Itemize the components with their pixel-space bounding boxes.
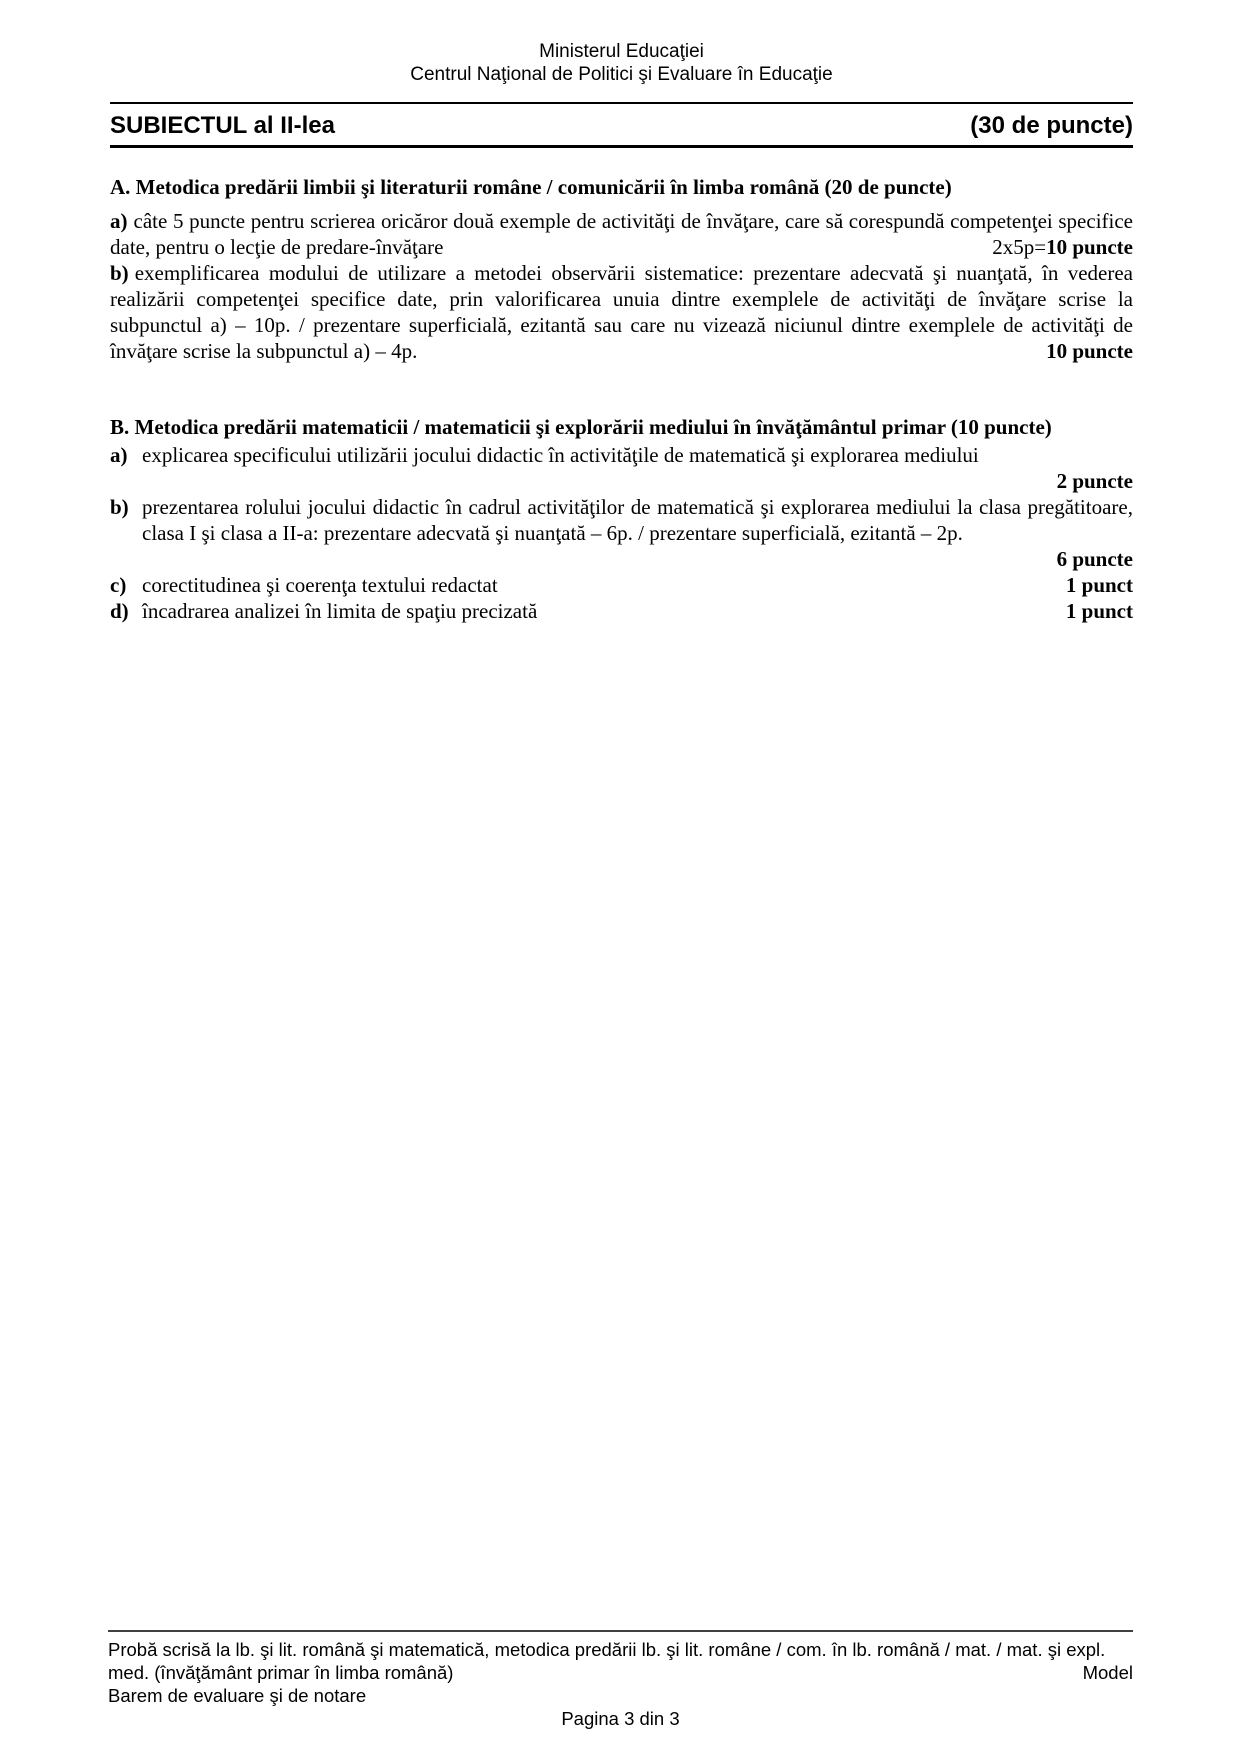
points-value: 10 puncte — [1046, 235, 1133, 259]
item-points — [982, 234, 1133, 260]
footer-exam-description-line1: Probă scrisă la lb. şi lit. română şi matematică, metodica predării lb. şi lit. române / com. în lb. română / mat. / mat. şi expl. — [108, 1639, 1106, 1660]
points-value: 10 puncte — [1046, 339, 1133, 363]
section-b-item-b — [110, 494, 1133, 546]
section-b-item-b-points: 6 puncte — [1056, 547, 1133, 571]
section-b-item-a — [110, 442, 1133, 468]
item-marker: a) — [110, 209, 128, 233]
section-b — [110, 414, 1133, 624]
item-text: încadrarea analizei în limita de spaţiu precizată — [142, 599, 538, 623]
item-points — [1036, 338, 1133, 364]
item-text: corectitudinea şi coerenţa textului redactat — [142, 573, 498, 597]
section-b-item-a-points: 2 puncte — [1056, 469, 1133, 493]
item-text: câte 5 puncte pentru scrierea oricăror două exemple de activităţi de învăţare, care să corespundă competenţei specifice date, pentru o lecţie de predare-învăţare — [110, 209, 1133, 259]
item-marker: b) — [110, 495, 129, 519]
points-prefix: 2x5p= — [992, 235, 1047, 259]
footer-exam-description-continued: med. (învăţământ primar în limba română) — [108, 1662, 454, 1683]
item-marker: d) — [110, 599, 129, 623]
item-text: exemplificarea modului de utilizare a metodei observării sistematice: prezentare adecvată şi nuanţată, în vederea realizării competenţei specifice date, prin valorificarea unuia dintre exemplele de activităţi de învăţare scrise la subpunctul a) – 10p. / prezentare superficială, ezitantă sau care nu vizează niciunul dintre exemplele de activităţi de învăţare scrise la subpunctul a) – 4p. — [110, 261, 1133, 363]
header-center: Centrul Naţional de Politici şi Evaluare în Educaţie — [410, 64, 833, 85]
item-points: 1 punct — [1056, 598, 1133, 624]
document-header — [110, 40, 1133, 104]
section-a-item-b — [110, 260, 1133, 364]
item-marker: c) — [110, 573, 127, 597]
item-text: explicarea specificului utilizării jocului didactic în activităţile de matematică şi explorarea mediului — [142, 443, 979, 467]
header-ministry: Ministerul Educaţiei — [539, 41, 704, 62]
item-points: 1 punct — [1056, 572, 1133, 598]
document-footer — [108, 1630, 1133, 1730]
section-a-item-a — [110, 208, 1133, 260]
item-text: prezentarea rolului jocului didactic în cadrul activităţilor de matematică şi explorarea mediului la clasa pregătitoare, clasa I şi clasa a II-a: prezentare adecvată şi nuanţată – 6p. / prezentare superficială, ezitantă – 2p. — [142, 495, 1133, 545]
footer-barem-label: Barem de evaluare şi de notare — [108, 1685, 367, 1706]
subject-title: SUBIECTUL al II-lea — [110, 112, 335, 139]
section-b-heading: B. Metodica predării matematicii / matematicii şi explorării mediului în învăţământul primar (10 puncte) — [110, 415, 1052, 439]
subject-title-row — [110, 112, 1133, 148]
rubric-body — [110, 174, 1133, 624]
section-b-item-d — [110, 598, 1133, 624]
item-marker: a) — [110, 443, 128, 467]
footer-page-number: Pagina 3 din 3 — [561, 1708, 680, 1729]
section-a — [110, 174, 1133, 364]
section-b-item-c — [110, 572, 1133, 598]
section-a-heading: A. Metodica predării limbii şi literaturii române / comunicării în limba română (20 de puncte) — [110, 175, 952, 199]
item-marker: b) — [110, 261, 129, 285]
subject-total-points: (30 de puncte) — [970, 112, 1133, 139]
footer-exam-description-line2 — [108, 1661, 1133, 1684]
footer-model-label: Model — [1082, 1662, 1133, 1683]
